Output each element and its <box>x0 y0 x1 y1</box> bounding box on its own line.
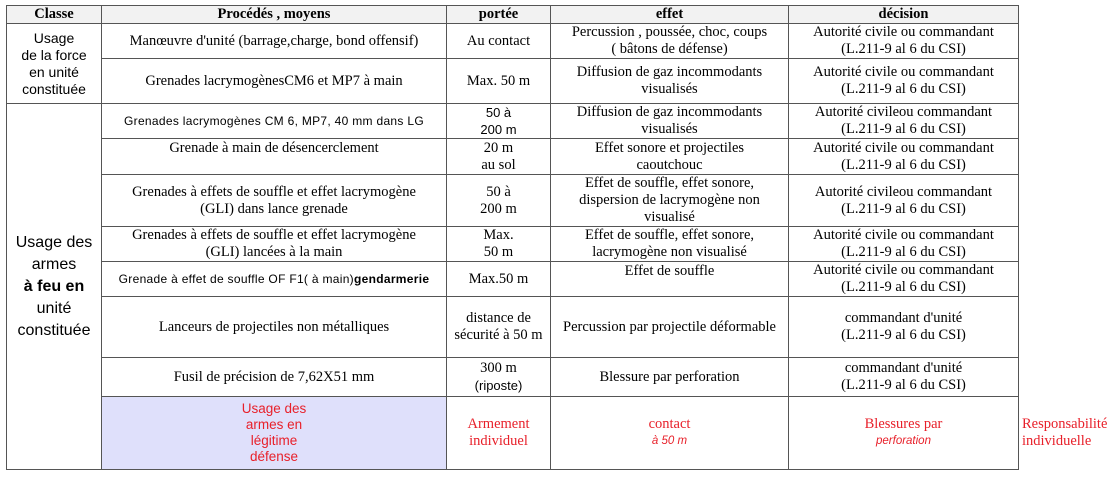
procede-cell: Lanceurs de projectiles non métalliques <box>102 297 447 358</box>
effet-cell: Effet de souffle, effet sonore, dispersion de lacrymogène non visualisé <box>551 175 789 227</box>
header-procedes: Procédés , moyens <box>102 6 447 24</box>
category-force: Usage de la force en unité constituée <box>7 24 102 104</box>
effet-cell: Blessure par perforation <box>551 358 789 397</box>
table-row <box>7 104 1019 139</box>
header-portee: portée <box>447 6 551 24</box>
procede-cell: Grenades lacrymogènes CM 6, MP7, 40 mm dans LG <box>102 104 447 139</box>
effet-cell: Diffusion de gaz incommodants visualisés <box>551 104 789 139</box>
table-row <box>7 227 1019 262</box>
table-row <box>7 175 1019 227</box>
effet-cell: Effet de souffle <box>551 262 789 297</box>
decision-cell: Autorité civile ou commandant (L.211-9 al 6 du CSI) <box>789 24 1019 59</box>
table-row <box>7 24 1019 59</box>
decision-cell: Autorité civile ou commandant (L.211-9 al 6 du CSI) <box>789 139 1019 175</box>
effet-cell: Effet de souffle, effet sonore, lacrymogène non visualisé <box>551 227 789 262</box>
category-armes: Usage des armes à feu en unité constituée <box>7 104 102 470</box>
header-classe: Classe <box>7 6 102 24</box>
procede-cell: Grenades à effets de souffle et effet lacrymogène (GLI) lancées à la main <box>102 227 447 262</box>
table-row <box>7 59 1019 104</box>
portee-cell: contact à 50 m <box>551 397 789 470</box>
effet-cell: Blessures par perforation <box>789 397 1019 470</box>
procede-cell: Fusil de précision de 7,62X51 mm <box>102 358 447 397</box>
table-row: Usage des armes en légitime défense Armement individuel contact à 50 m Blessures par perforation Responsabilité individuelle <box>7 397 1019 470</box>
decision-cell: Autorité civile ou commandant (L.211-9 al 6 du CSI) <box>789 227 1019 262</box>
portee-cell: Max. 50 m <box>447 227 551 262</box>
portee-cell: 50 à 200 m <box>447 104 551 139</box>
table-row <box>7 139 1019 175</box>
procede-cell: Grenade à effet de souffle OF F1( à main)gendarmerie <box>102 262 447 297</box>
decision-cell: Autorité civileou commandant (L.211-9 al 6 du CSI) <box>789 175 1019 227</box>
decision-cell: Autorité civile ou commandant (L.211-9 al 6 du CSI) <box>789 262 1019 297</box>
header-row <box>7 6 1019 24</box>
table-row <box>7 297 1019 358</box>
portee-cell: distance de sécurité à 50 m <box>447 297 551 358</box>
procede-cell: Grenades à effets de souffle et effet lacrymogène (GLI) dans lance grenade <box>102 175 447 227</box>
portee-cell: 20 m au sol <box>447 139 551 175</box>
decision-cell: Autorité civileou commandant (L.211-9 al 6 du CSI) <box>789 104 1019 139</box>
procede-cell: Armement individuel <box>447 397 551 470</box>
effet-cell: Diffusion de gaz incommodants visualisés <box>551 59 789 104</box>
portee-cell: 50 à 200 m <box>447 175 551 227</box>
portee-cell: Max.50 m <box>447 262 551 297</box>
effet-cell: Percussion par projectile déformable <box>551 297 789 358</box>
procede-cell: Manœuvre d'unité (barrage,charge, bond offensif) <box>102 24 447 59</box>
table-row <box>7 358 1019 397</box>
portee-cell: 300 m (riposte) <box>447 358 551 397</box>
effet-cell: Percussion , poussée, choc, coups ( bâtons de défense) <box>551 24 789 59</box>
procede-cell: Grenade à main de désencerclement <box>102 139 447 175</box>
header-effet: effet <box>551 6 789 24</box>
category-legitime: Usage des armes en légitime défense <box>102 397 447 470</box>
decision-cell: commandant d'unité (L.211-9 al 6 du CSI) <box>789 358 1019 397</box>
rules-table <box>6 5 1107 470</box>
portee-cell: Au contact <box>447 24 551 59</box>
table-row <box>7 262 1019 297</box>
portee-cell: Max. 50 m <box>447 59 551 104</box>
procede-cell: Grenades lacrymogènesCM6 et MP7 à main <box>102 59 447 104</box>
effet-cell: Effet sonore et projectiles caoutchouc <box>551 139 789 175</box>
decision-cell: Autorité civile ou commandant (L.211-9 al 6 du CSI) <box>789 59 1019 104</box>
header-decision: décision <box>789 6 1019 24</box>
decision-cell: commandant d'unité (L.211-9 al 6 du CSI) <box>789 297 1019 358</box>
